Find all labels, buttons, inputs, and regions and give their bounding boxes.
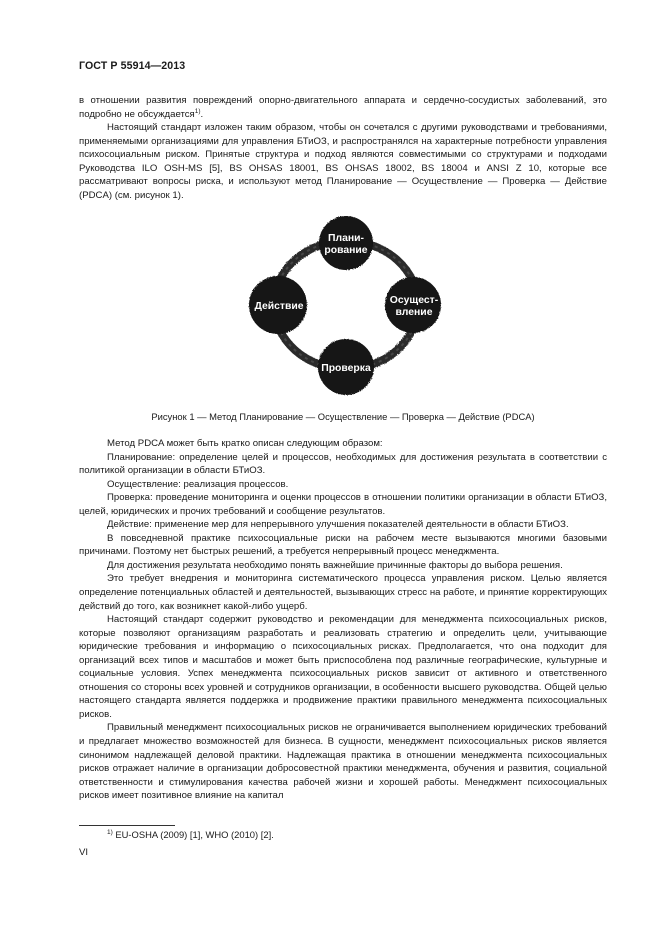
node-plan-line1: Плани- — [328, 233, 364, 244]
footnote-marker: 1) — [107, 829, 113, 836]
footnote-divider — [79, 825, 175, 826]
footnote-text: EU-OSHA (2009) [1], WHO (2010) [2]. — [115, 829, 274, 840]
node-act-label: Действие — [254, 301, 304, 312]
intro-paragraph-1: в отношении развития повреждений опорно-двигательного аппарата и сердечно-сосудистых заболеваний, это подробно не обсуждается$^{1)}$. — [79, 95, 607, 120]
footnote — [107, 829, 274, 840]
body-text — [79, 437, 607, 803]
intro-text — [79, 94, 607, 202]
node-plan-line2: рование — [324, 245, 368, 256]
body-paragraph: Настоящий стандарт содержит руководство и рекомендации для менеджмента психосоциальных рисков, которые позволяют организациям разработать и реализовать стратегию и определить цели, учитывающие юридические требования и информацию о психосоциальных рисках. Предполагается, что она подходит для организаций всех типов и масштабов и может быть приспособлена под различные географические, культурные и социальные условия. Успех менеджмента психосоциальных рисков зависит от активного и ответственного отношения со стороны всех уровней и сотрудников организации, в особенности высшего руководства. Общей целью настоящего стандарта является поддержка и продвижение практики правильного менеджмента психосоциальных рисков. — [79, 614, 607, 720]
node-act — [249, 276, 307, 334]
page-number: VI — [79, 847, 89, 858]
node-check — [318, 339, 374, 395]
body-paragraph: Планирование: определение целей и процессов, необходимых для достижения результата в соответствии с политикой организации в области БТиОЗ. — [79, 451, 607, 477]
body-paragraph: Осуществление: реализация процессов. — [107, 478, 289, 490]
node-do-line2: вление — [395, 307, 433, 318]
body-paragraph: Для достижения результата необходимо понять важнейшие причинные факторы до выбора решения. — [107, 559, 563, 571]
node-do — [385, 277, 441, 333]
body-paragraph: Это требует внедрения и мониторинга систематического процесса управления риском. Целью является определение потенциальных областей и деятельностей, вызывающих стресс на работе, и принятие корректирующих действий до того, как возникнет какой-либо ущерб. — [79, 573, 607, 612]
figure-caption: Рисунок 1 — Метод Планирование — Осуществление — Проверка — Действие (PDCA) — [151, 411, 535, 422]
body-paragraph: Проверка: проведение мониторинга и оценки процессов в отношении политики организации в области БТиОЗ, целей, юридических и прочих требований и сообщение результатов. — [79, 492, 607, 517]
body-paragraph: Правильный менеджмент психосоциальных рисков не ограничивается выполнением юридических требований и предлагает множество возможностей для бизнеса. В сущности, менеджмент психосоциальных рисков является синонимом надлежащей деловой практики. Надлежащая практика в отношении менеджмента психосоциальных рисков отражает наличие в организации добросовестной практики менеджмента, обучения и развития, социальной ответственности и стимулирования качества рабочей жизни и хорошей работы. Менеджмент психосоциальных рисков имеет позитивное влияние на капитал — [79, 722, 607, 802]
standard-header: ГОСТ Р 55914—2013 — [79, 60, 186, 72]
node-do-line1: Осущест- — [389, 295, 439, 306]
node-check-label: Проверка — [321, 363, 371, 374]
footnote-reference[interactable]: 1) — [194, 107, 201, 115]
node-plan — [319, 216, 373, 270]
pdca-cycle-diagram — [233, 216, 459, 396]
body-paragraph: Метод PDCA может быть кратко описан следующим образом: — [107, 438, 383, 449]
body-paragraph: В повседневной практике психосоциальные риски на рабочем месте вызываются многими базовыми причинами. Поэтому нет быстрых решений, а требуется непрерывный процесс менеджмента. — [79, 532, 607, 558]
body-paragraph: Действие: применение мер для непрерывного улучшения показателей деятельности в области БТиОЗ. — [107, 519, 569, 531]
intro-paragraph-2: Настоящий стандарт изложен таким образом, чтобы он сочетался с другими руководствами и требованиями, применяемыми организациями для управления БТиОЗ, и распространялся на характерные потребности управления психосоциальным риском. Принятые структура и подход являются совместимыми со структурами и подходами Руководства ILO OSH-MS [5], BS OHSAS 18001, BS OHSAS 18002, BS 18004 и ANSI Z 10, которые все рассматривают вопросы риска, и используют метод Планирование — Осуществление — Проверка — Действие (PDCA) (см. рисунок 1). — [79, 122, 607, 201]
